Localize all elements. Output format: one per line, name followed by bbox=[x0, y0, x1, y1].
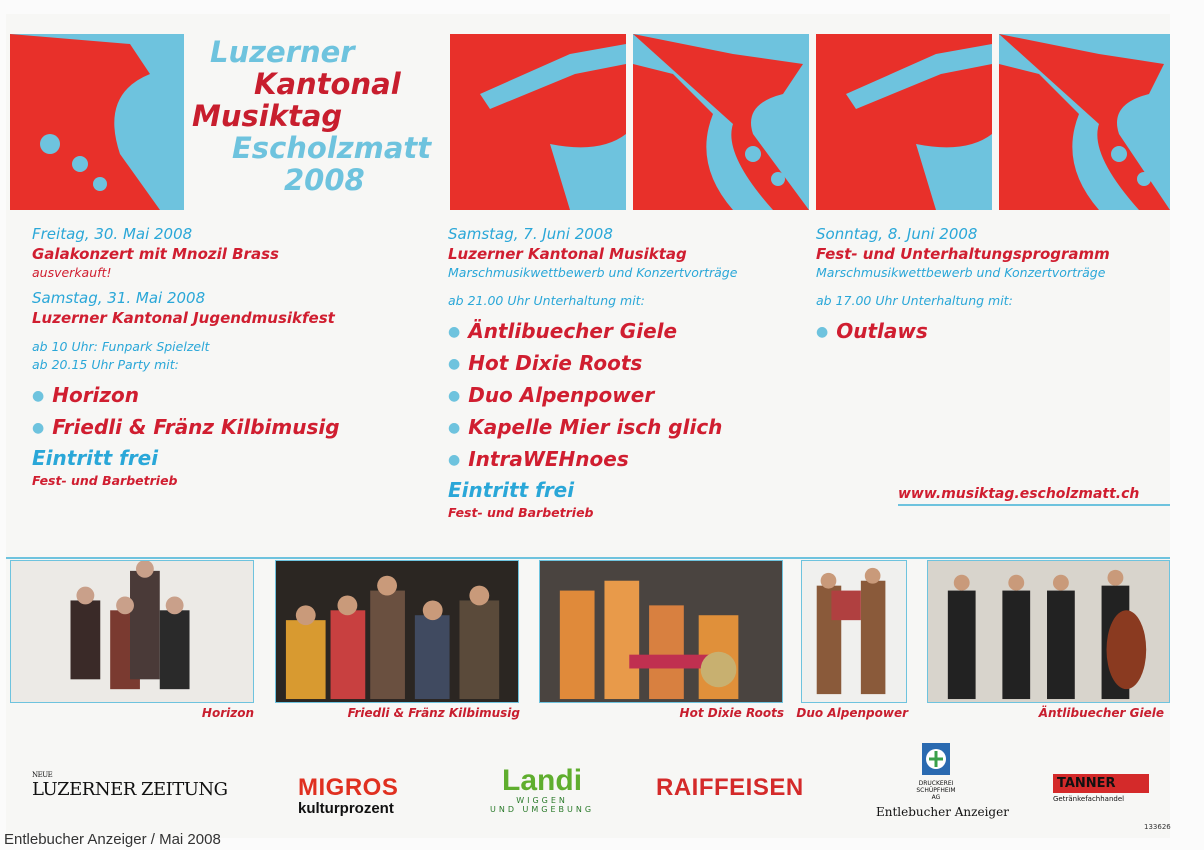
bullet-icon: ● bbox=[448, 420, 461, 436]
sponsor-subname: WIGGEN bbox=[516, 796, 568, 805]
bullet-icon: ● bbox=[32, 420, 45, 436]
program-column-2 bbox=[448, 224, 808, 522]
act-name: IntraWEHnoes bbox=[468, 447, 629, 471]
sold-out-note: ausverkauft! bbox=[32, 265, 112, 280]
saxophone-icon bbox=[816, 34, 992, 210]
act-item bbox=[448, 444, 808, 476]
title-line-2: Kantonal bbox=[254, 67, 401, 101]
schedule-info: ab 20.15 Uhr Party mit: bbox=[32, 357, 179, 372]
sponsor-subname: Getränkefachhandel bbox=[1053, 795, 1125, 803]
act-item bbox=[816, 316, 1166, 348]
sponsor-small-text: DRUCKEREI bbox=[918, 780, 954, 787]
photo-caption: Hot Dixie Roots bbox=[679, 706, 784, 720]
sax-tile-5 bbox=[999, 34, 1170, 210]
sponsor-tanner bbox=[1053, 774, 1149, 803]
sponsor-druckerei bbox=[876, 742, 1009, 819]
event-title bbox=[192, 36, 442, 196]
sponsor-small-text: AG bbox=[931, 794, 941, 801]
act-item bbox=[448, 412, 808, 444]
act-item bbox=[448, 380, 808, 412]
bullet-icon: ● bbox=[448, 356, 461, 372]
photo-caption: Äntlibuecher Giele bbox=[1038, 706, 1164, 720]
sponsor-name: MIGROS bbox=[298, 774, 399, 801]
event-title: Luzerner Kantonal Musiktag bbox=[448, 245, 687, 263]
bullet-icon: ● bbox=[32, 388, 45, 404]
free-entry: Eintritt frei bbox=[32, 446, 159, 470]
act-name: Friedli & Fränz Kilbimusig bbox=[52, 415, 340, 439]
date-label: Sonntag, 8. Juni 2008 bbox=[816, 225, 978, 243]
date-label: Samstag, 31. Mai 2008 bbox=[32, 289, 206, 307]
bullet-icon: ● bbox=[448, 452, 461, 468]
saxophone-icon bbox=[10, 34, 184, 210]
act-item bbox=[32, 380, 442, 412]
website-link[interactable]: www.musiktag.escholzmatt.ch bbox=[898, 486, 1140, 502]
sax-tile-2 bbox=[450, 34, 626, 210]
source-footer: Entlebucher Anzeiger / Mai 2008 bbox=[4, 831, 221, 848]
band-photo bbox=[928, 561, 1169, 702]
bar-info: Fest- und Barbetrieb bbox=[448, 505, 594, 520]
sponsor-luzerner-zeitung bbox=[32, 771, 228, 800]
photo-duo-alpenpower bbox=[801, 560, 907, 703]
saxophone-icon bbox=[450, 34, 626, 210]
divider bbox=[6, 557, 1170, 559]
sponsor-migros bbox=[298, 774, 398, 817]
title-line-5: 2008 bbox=[284, 163, 365, 197]
bullet-icon: ● bbox=[448, 324, 461, 340]
sponsor-name: TANNER bbox=[1053, 774, 1149, 793]
saxophone-icon bbox=[633, 34, 809, 210]
act-item bbox=[448, 316, 808, 348]
band-photo bbox=[276, 561, 518, 702]
sponsor-name: Entlebucher Anzeiger bbox=[876, 805, 1009, 819]
act-name: Outlaws bbox=[836, 319, 928, 343]
sponsor-name: Landi bbox=[502, 764, 583, 797]
event-subtitle: Marschmusikwettbewerb und Konzertvorträge bbox=[816, 265, 1106, 280]
event-title: Galakonzert mit Mnozil Brass bbox=[32, 245, 279, 263]
schedule-info: ab 17.00 Uhr Unterhaltung mit: bbox=[816, 293, 1013, 308]
photo-aentlibuecher-giele bbox=[927, 560, 1170, 703]
schedule-info: ab 10 Uhr: Funpark Spielzelt bbox=[32, 339, 210, 354]
program-column-3 bbox=[816, 224, 1166, 348]
sponsor-name: LUZERNER ZEITUNG bbox=[32, 779, 228, 800]
sax-tile-1 bbox=[10, 34, 184, 210]
band-photo bbox=[540, 561, 782, 702]
sax-tile-3 bbox=[633, 34, 809, 210]
sponsor-raiffeisen: RAIFFEISEN bbox=[656, 774, 804, 801]
title-line-3: Musiktag bbox=[192, 99, 343, 133]
sax-tile-4 bbox=[816, 34, 992, 210]
act-item bbox=[32, 412, 442, 444]
sponsor-small-text: NEUE bbox=[32, 771, 53, 779]
band-photo bbox=[11, 561, 253, 702]
bullet-icon: ● bbox=[816, 324, 829, 340]
act-item bbox=[448, 348, 808, 380]
date-label: Samstag, 7. Juni 2008 bbox=[448, 225, 613, 243]
divider bbox=[898, 504, 1170, 506]
event-title: Luzerner Kantonal Jugendmusikfest bbox=[32, 309, 335, 327]
photo-caption: Horizon bbox=[201, 706, 254, 720]
date-label: Freitag, 30. Mai 2008 bbox=[32, 225, 193, 243]
druckerei-logo-icon bbox=[921, 742, 951, 776]
act-name: Äntlibuecher Giele bbox=[468, 319, 678, 343]
sponsor-small-text: SCHÜPFHEIM bbox=[916, 787, 956, 794]
poster bbox=[6, 14, 1170, 838]
bar-info: Fest- und Barbetrieb bbox=[32, 473, 178, 488]
ad-code: 133626 bbox=[1144, 823, 1171, 831]
sponsor-subname: kulturprozent bbox=[298, 800, 394, 817]
title-line-1: Luzerner bbox=[210, 35, 355, 69]
photo-hot-dixie-roots bbox=[539, 560, 783, 703]
act-name: Kapelle Mier isch glich bbox=[468, 415, 723, 439]
free-entry: Eintritt frei bbox=[448, 478, 575, 502]
schedule-info: ab 21.00 Uhr Unterhaltung mit: bbox=[448, 293, 645, 308]
event-title: Fest- und Unterhaltungsprogramm bbox=[816, 245, 1110, 263]
photo-horizon bbox=[10, 560, 254, 703]
photo-friedli-fraenz bbox=[275, 560, 519, 703]
sponsor-subname: UND UMGEBUNG bbox=[490, 805, 595, 814]
band-photo bbox=[802, 561, 906, 702]
sponsor-landi bbox=[490, 766, 594, 814]
act-name: Horizon bbox=[52, 383, 140, 407]
program-column-1 bbox=[32, 224, 442, 490]
saxophone-icon bbox=[999, 34, 1170, 210]
bullet-icon: ● bbox=[448, 388, 461, 404]
photo-caption: Duo Alpenpower bbox=[796, 706, 908, 720]
act-name: Hot Dixie Roots bbox=[468, 351, 643, 375]
title-line-4: Escholzmatt bbox=[232, 131, 432, 165]
act-name: Duo Alpenpower bbox=[468, 383, 655, 407]
event-subtitle: Marschmusikwettbewerb und Konzertvorträge bbox=[448, 265, 738, 280]
photo-caption: Friedli & Fränz Kilbimusig bbox=[347, 706, 520, 720]
